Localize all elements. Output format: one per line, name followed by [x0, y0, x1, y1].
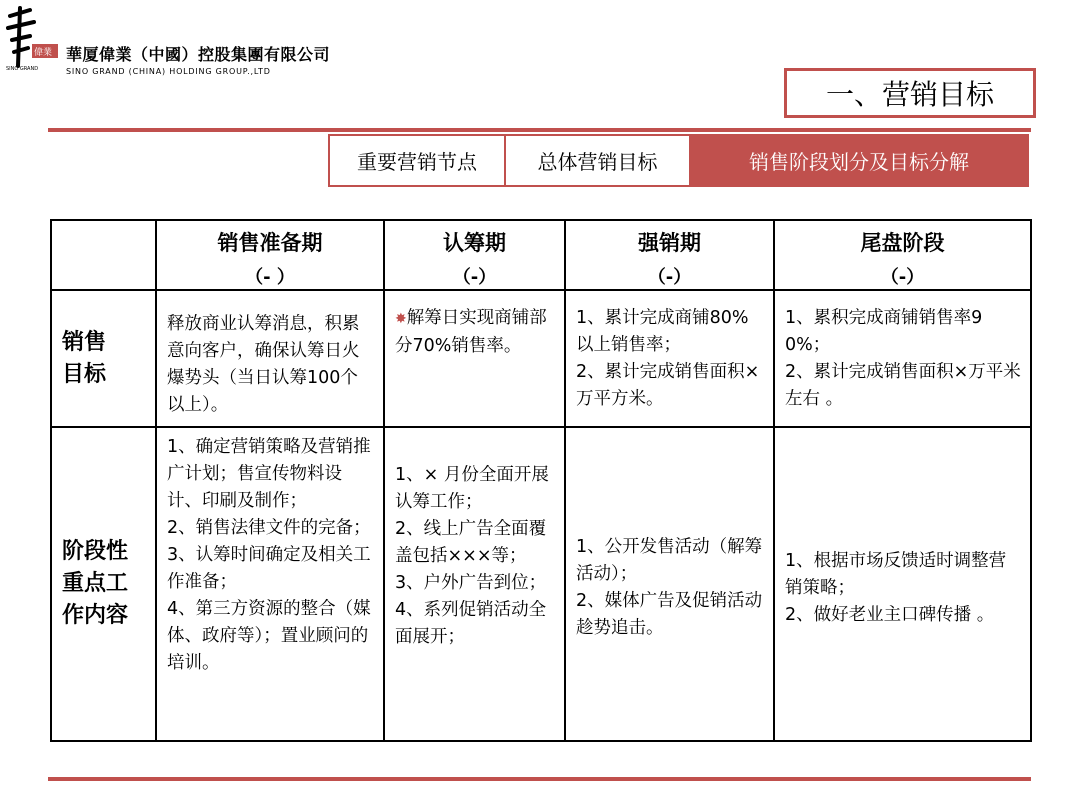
- table-header-row: [51, 220, 1031, 290]
- bottom-divider: [48, 777, 1031, 781]
- col-header-intensive-sales: [565, 220, 774, 290]
- cell-task-subscription: [384, 427, 565, 741]
- cell-goal-final: [774, 290, 1031, 427]
- section-tabs: [328, 134, 1029, 187]
- cell-text: 4、第三方资源的整合（媒体、政府等）；置业顾问的培训。: [167, 599, 371, 673]
- company-name-cn: 華厦偉業（中國）控股集團有限公司: [66, 45, 331, 64]
- company-logo: [4, 6, 331, 76]
- cell-text: 3、户外广告到位；: [395, 573, 547, 593]
- cell-text: 2、线上广告全面覆盖包括×××等；: [395, 519, 547, 566]
- logo-mark-cn: 偉業: [34, 48, 53, 58]
- col-sub: （-）: [452, 267, 497, 288]
- cell-text: 2、媒体广告及促销活动趁势追击。: [576, 591, 763, 638]
- cell-text: 1、× 月份全面开展认筹工作；: [395, 465, 549, 512]
- cell-task-intensive: [565, 427, 774, 741]
- cell-goal-prep: [156, 290, 384, 427]
- corner-cell: [51, 220, 156, 290]
- col-sub: （-）: [647, 267, 692, 288]
- row-label-line: 重点工: [62, 571, 129, 596]
- row-label-sales-goals: [51, 290, 156, 427]
- col-name: 尾盘阶段: [860, 231, 945, 255]
- row-label-line: 作内容: [62, 603, 129, 628]
- logo-brush-mark: [4, 6, 60, 72]
- table-row-sales-goals: [51, 290, 1031, 427]
- cell-text: 3、认筹时间确定及相关工作准备；: [167, 545, 371, 592]
- col-header-final-stage: [774, 220, 1031, 290]
- cell-goal-intensive: [565, 290, 774, 427]
- logo-mark-en: SINO GRAND: [6, 66, 39, 72]
- cell-goal-subscription: [384, 290, 565, 427]
- tab-key-marketing-nodes[interactable]: 重要营销节点: [328, 134, 506, 187]
- col-name: 认筹期: [443, 231, 506, 255]
- row-label-key-tasks: [51, 427, 156, 741]
- star-bullet-icon: ✸: [395, 311, 407, 327]
- cell-text: 2、累计完成销售面积×万平方米。: [576, 362, 760, 409]
- col-sub: （-）: [880, 267, 925, 288]
- col-header-subscription: [384, 220, 565, 290]
- row-label-line: 目标: [62, 361, 107, 387]
- cell-text: 2、累计完成销售面积×万平米左右 。: [785, 362, 1021, 409]
- cell-task-final: [774, 427, 1031, 741]
- sales-stage-table: [50, 219, 1032, 742]
- cell-text: 1、累计完成商铺80%以上销售率；: [576, 308, 749, 355]
- col-sub: （- ）: [245, 267, 295, 288]
- cell-text: 4、系列促销活动全面展开；: [395, 600, 547, 647]
- col-name: 销售准备期: [217, 231, 323, 255]
- cell-text: 2、做好老业主口碑传播 。: [785, 604, 995, 625]
- table-row-key-tasks: [51, 427, 1031, 741]
- page-title: 一、营销目标: [784, 68, 1036, 118]
- cell-text: 解筹日实现商铺部分70%销售率。: [395, 308, 547, 356]
- row-label-line: 销售: [62, 329, 107, 355]
- col-header-prep: [156, 220, 384, 290]
- top-divider: [48, 128, 1031, 132]
- tab-sales-stage-breakdown[interactable]: 销售阶段划分及目标分解: [691, 134, 1029, 187]
- col-name: 强销期: [638, 231, 701, 255]
- tab-overall-marketing-goals[interactable]: 总体营销目标: [506, 134, 691, 187]
- cell-text: 1、公开发售活动（解筹活动）；: [576, 537, 763, 584]
- row-label-line: 阶段性: [62, 539, 129, 564]
- cell-text: 2、销售法律文件的完备；: [167, 518, 371, 538]
- cell-text: 1、累积完成商铺销售率90%；: [785, 308, 983, 355]
- company-name-en: SINO GRAND (CHINA) HOLDING GROUP.,LTD: [66, 67, 271, 76]
- cell-text: 释放商业认筹消息，积累意向客户，确保认筹日火爆势头（当日认筹100个以上）。: [167, 314, 360, 415]
- cell-text: 1、确定营销策略及营销推广计划；售宣传物料设计、印刷及制作；: [167, 437, 371, 511]
- cell-text: 1、根据市场反馈适时调整营销策略；: [785, 550, 1007, 598]
- cell-task-prep: [156, 427, 384, 741]
